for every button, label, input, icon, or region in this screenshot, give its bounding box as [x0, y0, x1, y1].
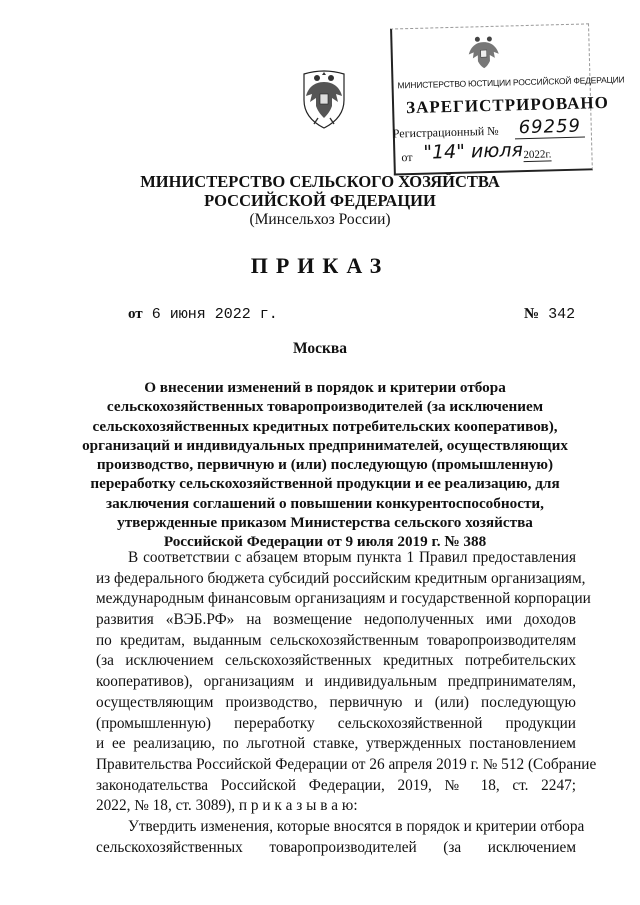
stamp-ministry-text: МИНИСТЕРСТВО ЮСТИЦИИ РОССИЙСКОЙ ФЕДЕРАЦИИ	[397, 74, 625, 91]
ministry-name-line1: МИНИСТЕРСТВО СЕЛЬСКОГО ХОЗЯЙСТВА	[140, 172, 500, 191]
subject-line: утвержденные приказом Министерства сельского хозяйства	[117, 514, 533, 532]
stamp-year: 2022г.	[523, 148, 552, 162]
subject-line: организаций и индивидуальных предпринимателей, осуществляющих	[82, 436, 568, 454]
subject-line: О внесении изменений в порядок и критерии отбора	[144, 379, 506, 396]
order-number	[524, 306, 575, 323]
order-subject	[80, 378, 570, 552]
stamp-reg-label: Регистрационный №	[392, 123, 499, 141]
stamp-date-label: от	[401, 150, 413, 165]
body-line: Правительства Российской Федерации от 26 апреля 2019 г. № 512 (Собрание	[96, 755, 597, 773]
order-number-prefix: №	[524, 306, 540, 322]
order-date	[128, 306, 278, 323]
subject-line: переработку сельскохозяйственной продукции и ее реализацию, для	[90, 475, 560, 493]
subject-line: производство, первичную и (или) последующую (промышленную)	[96, 456, 554, 474]
subject-line: сельскохозяйственных кредитных потребительских кооперативов),	[92, 417, 558, 435]
subject-line: сельскохозяйственных товаропроизводителей (за исключением	[106, 398, 544, 416]
body-line: В соответствии с абзацем вторым пункта 1 Правил предоставления	[128, 549, 576, 566]
coat-of-arms-icon	[298, 66, 350, 132]
body-line: осуществляющим производство, первичную и (или) последующую	[96, 693, 576, 711]
subject-line: Российской Федерации от 9 июля 2019 г. № 388	[163, 533, 487, 551]
ministry-name-line2: РОССИЙСКОЙ ФЕДЕРАЦИИ	[204, 191, 436, 210]
order-number-value: 342	[548, 306, 576, 323]
ministry-short-name: (Минсельхоз России)	[249, 211, 391, 228]
body-line: 2022, № 18, ст. 3089), п р и к а з ы в а ю:	[96, 797, 358, 815]
body-line: (за исключением сельскохозяйственных кредитных потребительских	[96, 652, 576, 670]
body-line: международным финансовым организациям и государственной корпорации	[96, 590, 591, 608]
stamp-registered-text: ЗАРЕГИСТРИРОВАНО	[405, 92, 610, 118]
stamp-reg-number: 69259	[514, 116, 585, 140]
subject-line: заключения соглашений о повышении конкурентоспособности,	[106, 494, 544, 512]
document-type-title: ПРИКАЗ	[250, 253, 390, 278]
body-line: сельскохозяйственных товаропроизводителей (за исключением	[96, 838, 576, 856]
order-body	[96, 548, 597, 858]
body-line: Утвердить изменения, которые вносятся в порядок и критерии отбора	[128, 817, 585, 835]
body-line: и ее реализацию, по льготной ставке, утвержденных постановлением	[96, 735, 576, 753]
body-line: из федерального бюджета субсидий российским кредитным организациям,	[96, 569, 586, 587]
order-date-prefix: от	[128, 306, 143, 322]
body-line: развития «ВЭБ.РФ» на возмещение недополученных ими доходов	[96, 611, 576, 629]
stamp-date-handwritten: "14" июля	[423, 139, 524, 164]
body-line: (промышленную) переработку сельскохозяйственной продукции	[96, 714, 576, 732]
city-name: Москва	[292, 340, 348, 357]
body-line: законодательства Российской Федерации, 2019, № 18, ст. 2247;	[96, 776, 576, 794]
registration-stamp	[384, 23, 625, 178]
body-line: кооперативов), организациям и индивидуальным предпринимателям,	[96, 673, 576, 691]
order-date-value: 6 июня 2022 г.	[151, 306, 278, 323]
stamp-emblem-icon	[464, 32, 503, 71]
body-line: по кредитам, выданным сельскохозяйственным товаропроизводителям	[96, 631, 576, 649]
